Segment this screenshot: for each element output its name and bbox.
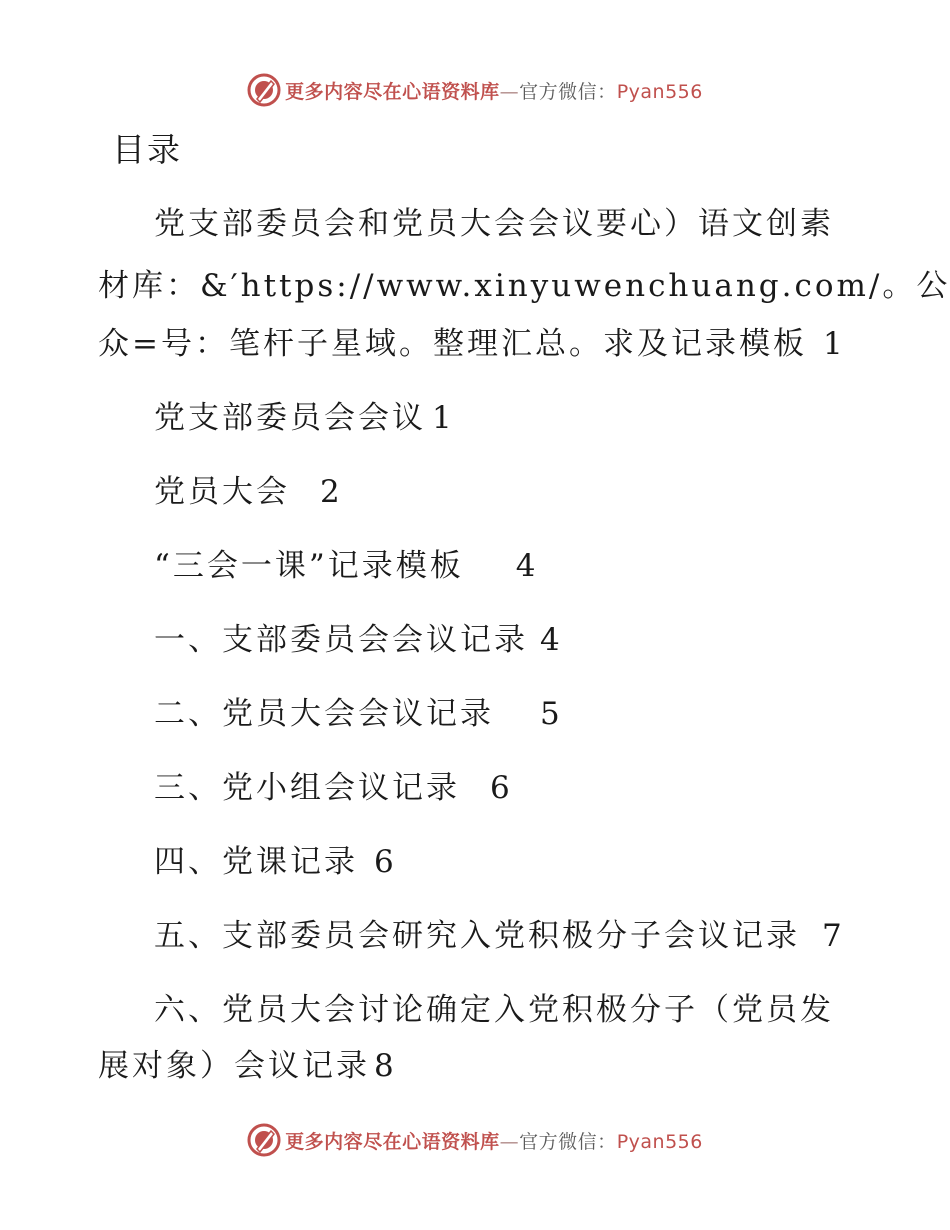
toc-entry-text: 三、党小组会议记录 [154,770,460,806]
toc-entry [154,688,560,733]
banner-account: Pyan556 [616,1130,703,1153]
toc-entry [154,540,535,585]
toc-entry-line: 六、党员大会讨论确定入党积极分子（党员发 [154,992,834,1028]
toc-page-number: 6 [374,844,394,880]
banner-account: Pyan556 [616,80,703,103]
footer-banner [0,1118,950,1162]
toc-entry-line: 材库：&′https://www.xinyuwenchuang.com/。公 [98,268,950,304]
toc-entry-text: “三会一课”记录模板 [154,548,464,584]
toc-entry-text: 展对象）会议记录 [98,1048,370,1084]
banner-main-text: 更多内容尽在心语资料库 [285,1130,500,1153]
toc-page-number: 5 [540,696,560,732]
banner-dash: — [499,1130,520,1153]
toc-entry-line: 党支部委员会和党员大会会议要心）语文创素 [154,206,834,242]
toc-entry [154,762,510,807]
toc-entry-text: 党员大会 [154,474,290,510]
toc-entry-text: 众=号：笔杆子星域。整理汇总。求及记录模板 [98,326,807,362]
toc-page-number: 6 [490,770,510,806]
banner-dash: — [499,80,520,103]
toc-entry [154,910,842,955]
toc-page-number: 1 [822,326,843,362]
toc-page-number: 7 [822,918,842,954]
banner-text [285,77,703,104]
toc-entry-text: 一、支部委员会会议记录 [154,622,528,658]
toc-title: 目录 [112,130,182,169]
toc-page-number: 4 [515,548,536,584]
banner-text [285,1127,703,1154]
toc-entry-text: 党支部委员会会议 [154,400,426,436]
pen-logo-icon [247,1123,281,1157]
toc-entry-line [98,318,843,363]
toc-entry [154,614,560,659]
header-banner [0,68,950,112]
toc-entry-line [98,1040,394,1085]
toc-page-number: 1 [432,400,452,436]
toc-entry-text: 五、支部委员会研究入党积极分子会议记录 [154,918,800,954]
toc-entry [154,836,394,881]
banner-account-label: 官方微信： [519,1130,617,1153]
toc-page-number: 2 [320,474,340,510]
banner-account-label: 官方微信： [519,80,617,103]
toc-entry [154,392,452,437]
toc-entry [154,466,340,511]
toc-page-number: 4 [540,622,560,658]
banner-main-text: 更多内容尽在心语资料库 [285,80,500,103]
toc-entry-text: 四、党课记录 [154,844,358,880]
toc-entry-text: 二、党员大会会议记录 [154,696,494,732]
toc-page-number: 8 [374,1048,394,1084]
pen-logo-icon [247,73,281,107]
